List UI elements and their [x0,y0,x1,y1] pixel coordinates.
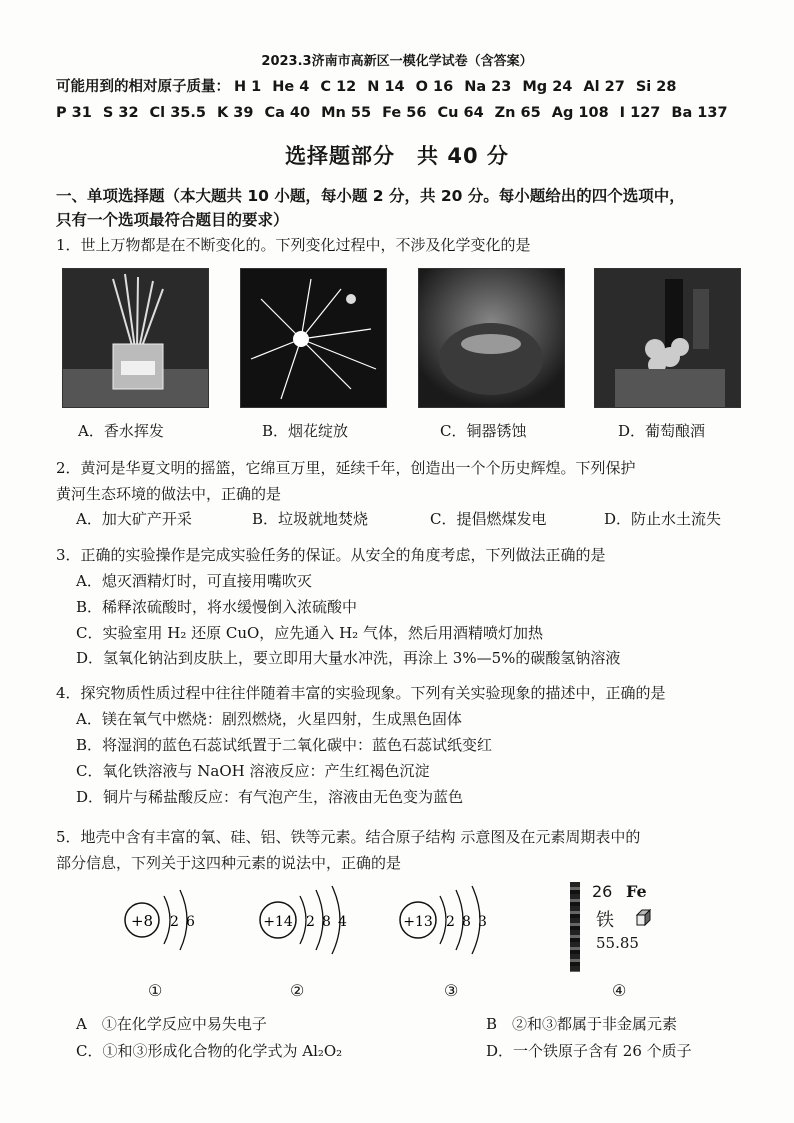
shell-electrons: 2 [446,914,455,930]
q2-option-d[interactable]: D．防止水土流失 [604,510,722,528]
q5-stem [56,824,746,876]
atomic-mass-table [56,74,756,126]
q3-option-a[interactable]: A．熄灭酒精灯时，可直接用嘴吹灭 [76,572,312,590]
mass-item: H 1 [234,79,262,95]
q2-stem-line-2: 黄河生态环境的做法中，正确的是 [56,485,282,503]
nucleus-charge: +8 [130,912,154,930]
mass-label: 可能用到的相对原子质量： [56,79,230,95]
q5-option-d[interactable]: D．一个铁原子含有 26 个质子 [486,1042,692,1060]
q2-option-b[interactable]: B．垃圾就地焚烧 [252,510,369,528]
mass-item: Na 23 [464,79,512,95]
mass-item: Cu 64 [437,105,484,121]
grape-wine-image [595,269,740,407]
q5-option-a[interactable]: A ①在化学反应中易失电子 [76,1015,267,1033]
mass-item: N 14 [367,79,405,95]
aluminum-atom-diagram [396,880,506,960]
mass-item: Mn 55 [321,105,372,121]
q2-stem-line-1: 2．黄河是华夏文明的摇篮，它绵亘万里，延续千年，创造出一个个历史辉煌。下列保护 [56,459,636,477]
diagram-label-3: ③ [444,981,459,1000]
mass-item: K 39 [216,105,254,121]
wine-photo [594,268,741,408]
metal-cube-icon [634,908,654,932]
mass-item: Ba 137 [671,105,728,121]
shell-electrons: 6 [186,914,195,930]
mass-item: O 16 [415,79,454,95]
mass-row-1 [56,74,756,100]
shell-electrons: 2 [306,914,315,930]
mass-item: Fe 56 [382,105,427,121]
sparkler-image [241,269,386,407]
q1-stem: 1．世上万物都是在不断变化的。下列变化过程中，不涉及化学变化的是 [56,236,531,254]
oxygen-atom-diagram [120,880,220,960]
diagram-label-4: ④ [612,981,627,1000]
mass-item: He 4 [272,79,310,95]
section-title: 选择题部分 共 40 分 [285,144,509,168]
nucleus-charge: +13 [403,914,433,930]
mass-item: I 127 [619,105,661,121]
silicon-atom-diagram [256,880,366,960]
mass-item: Cl 35.5 [149,105,206,121]
mass-item: P 31 [56,105,92,121]
mass-item: Al 27 [583,79,625,95]
q1-option-a[interactable]: A．香水挥发 [78,422,164,440]
mass-item: Ag 108 [551,105,609,121]
q1-option-d[interactable]: D．葡萄酿酒 [618,422,706,440]
q5-option-b[interactable]: B ②和③都属于非金属元素 [486,1015,678,1033]
q3-option-b[interactable]: B．稀释浓硫酸时，将水缓慢倒入浓硫酸中 [76,598,358,616]
q3-stem: 3．正确的实验操作是完成实验任务的保证。从安全的角度考虑，下列做法正确的是 [56,546,606,564]
perfume-photo [62,268,209,408]
element-name: 铁 [596,910,614,931]
mass-item: C 12 [320,79,357,95]
nucleus-charge: +14 [263,914,293,930]
q2-option-c[interactable]: C．提倡燃煤发电 [430,510,547,528]
q1-option-c[interactable]: C．铜器锈蚀 [440,422,527,440]
element-symbol: Fe [626,882,647,901]
mass-item: S 32 [102,105,139,121]
mass-row-2 [56,100,756,126]
q2-option-a[interactable]: A．加大矿产开采 [76,510,192,528]
q4-option-d[interactable]: D．铜片与稀盐酸反应：有气泡产生，溶液由无色变为蓝色 [76,788,464,806]
doc-title: 2023.3济南市高新区一模化学试卷（含答案） [261,54,533,69]
diagram-label-2: ② [290,981,305,1000]
instructions-line-2: 只有一个选项最符合题目的要求） [56,211,289,229]
fireworks-photo [240,268,387,408]
bronze-photo [418,268,565,408]
mass-item: Si 28 [635,79,677,95]
atomic-mass: 55.85 [596,934,639,952]
shell-electrons: 2 [170,914,179,930]
periodic-table-cell-fe [570,882,690,972]
perfume-image [63,269,208,407]
q2-stem [56,455,746,507]
bronze-vessel-image [419,269,564,407]
q5-stem-line-1: 5．地壳中含有丰富的氧、硅、铝、铁等元素。结合原子结构 示意图及在元素周期表中的 [56,828,641,846]
table-edge-strip [570,882,580,972]
q5-option-c[interactable]: C．①和③形成化合物的化学式为 Al₂O₂ [76,1042,343,1060]
mass-item: Mg 24 [522,79,573,95]
q4-stem: 4．探究物质性质过程中往往伴随着丰富的实验现象。下列有关实验现象的描述中，正确的是 [56,684,666,702]
mass-item: Ca 40 [264,105,311,121]
diagram-label-1: ① [148,981,163,1000]
instructions-line-1: 一、单项选择题（本大题共 10 小题，每小题 2 分，共 20 分。每小题给出的四个选项中， [56,187,685,205]
atomic-number: 26 [592,882,613,901]
q3-option-d[interactable]: D．氢氧化钠沾到皮肤上，要立即用大量水冲洗，再涂上 3%—5%的碳酸氢钠溶液 [76,649,621,667]
q5-stem-line-2: 部分信息，下列关于这四种元素的说法中，正确的是 [56,854,402,872]
q4-option-c[interactable]: C．氧化铁溶液与 NaOH 溶液反应：产生红褐色沉淀 [76,762,430,780]
section-instructions [56,184,746,232]
shell-electrons: 8 [322,914,331,930]
q4-option-a[interactable]: A．镁在氧气中燃烧：剧烈燃烧，火星四射，生成黑色固体 [76,710,462,728]
shell-electrons: 4 [338,914,347,930]
shell-electrons: 3 [478,914,487,930]
q4-option-b[interactable]: B．将湿润的蓝色石蕊试纸置于二氧化碳中：蓝色石蕊试纸变红 [76,736,493,754]
q1-option-b[interactable]: B．烟花绽放 [262,422,349,440]
shell-electrons: 8 [462,914,471,930]
q3-option-c[interactable]: C．实验室用 H₂ 还原 CuO，应先通入 H₂ 气体，然后用酒精喷灯加热 [76,624,543,642]
mass-item: Zn 65 [494,105,541,121]
